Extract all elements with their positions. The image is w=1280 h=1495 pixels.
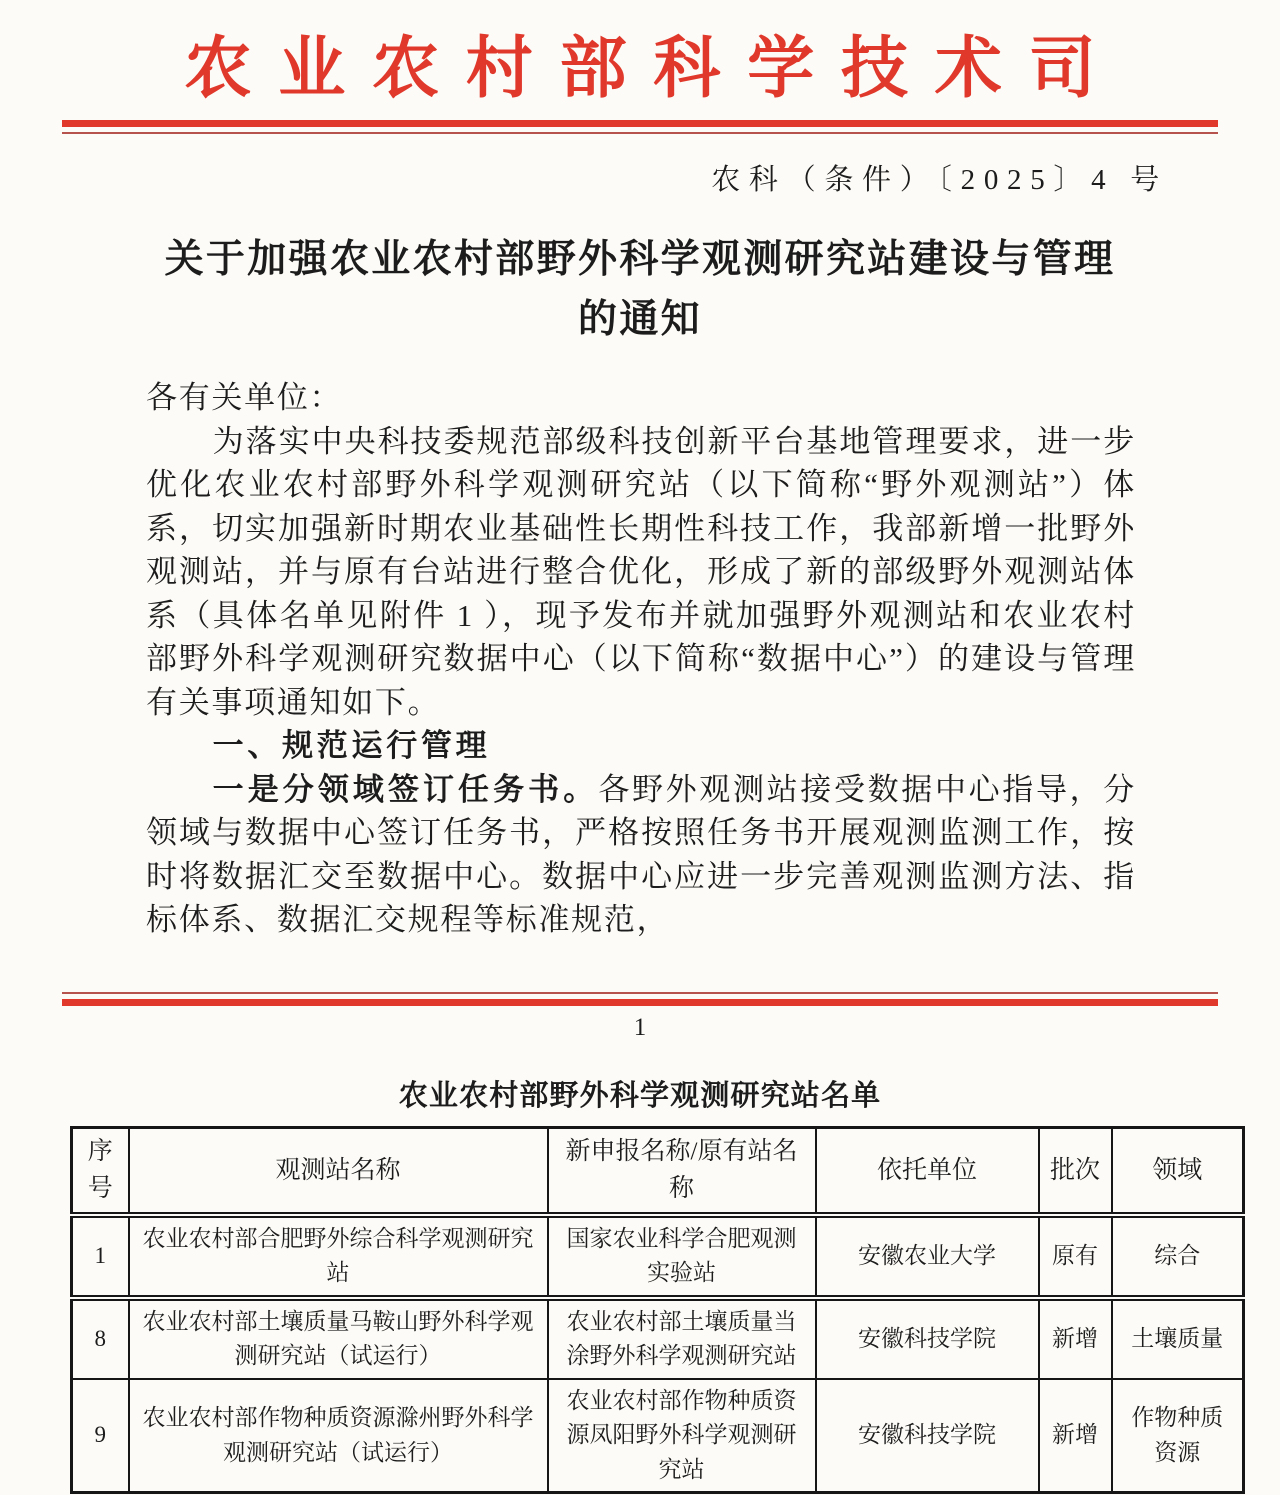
table-column-header: 领域	[1112, 1127, 1244, 1215]
table-cell-batch: 新增	[1039, 1379, 1112, 1493]
table-cell-seq: 9	[72, 1379, 129, 1493]
notice-body	[146, 376, 1136, 942]
table-cell-new_or_original: 农业农村部作物种质资源凤阳野外科学观测研究站	[548, 1379, 816, 1493]
attachment-table-title: 农业农村部野外科学观测研究站名单	[398, 1079, 882, 1112]
table-cell-station: 农业农村部合肥野外综合科学观测研究站	[129, 1215, 548, 1298]
station-table-header-row	[72, 1127, 1244, 1215]
station-table-body	[72, 1215, 1244, 1493]
paragraph-2-text: 各野外观测站接受数据中心指导，分领域与数据中心签订任务书，严格按照任务书开展观测监测工作，按时将数据汇交至数据中心。数据中心应进一步完善观测监测方法、指标体系、数据汇交规程等标准规范，	[146, 771, 1136, 938]
table-row	[72, 1215, 1244, 1298]
table-column-header: 批次	[1039, 1127, 1112, 1215]
table-cell-station: 农业农村部土壤质量马鞍山野外科学观测研究站（试运行）	[129, 1298, 548, 1379]
paragraph-1: 为落实中央科技委规范部级科技创新平台基地管理要求，进一步优化农业农村部野外科学观测研究站（以下简称“野外观测站”）体系，切实加强新时期农业基础性长期性科技工作，我部新增一批野外观测站，并与原有台站进行整合优化，形成了新的部级野外观测站体系（具体名单见附件 1 ），现予发布并就加强野外观测站和农业农村部野外科学观测研究数据中心（以下简称“数据中心”）的建设与管理有关事项通知如下。	[146, 423, 1136, 720]
table-cell-field: 综合	[1112, 1215, 1244, 1298]
table-cell-institution: 安徽农业大学	[816, 1215, 1039, 1298]
notice-title	[90, 230, 1190, 350]
table-cell-batch: 原有	[1039, 1215, 1112, 1298]
section-heading-1: 一、规范运行管理	[212, 728, 491, 764]
paragraph-2-lead: 一是分领域签订任务书。	[212, 771, 599, 807]
document-number: 农科（条件）〔2025〕4 号	[711, 164, 1168, 197]
table-cell-field: 作物种质资源	[1112, 1379, 1244, 1493]
table-cell-new_or_original: 农业农村部土壤质量当涂野外科学观测研究站	[548, 1298, 816, 1379]
paragraph-2	[146, 768, 1136, 942]
red-rule-thin	[62, 992, 1218, 994]
table-column-header: 依托单位	[816, 1127, 1039, 1215]
table-row	[72, 1298, 1244, 1379]
footer-rule	[62, 992, 1218, 1006]
table-cell-batch: 新增	[1039, 1298, 1112, 1379]
table-column-header: 序号	[72, 1127, 129, 1215]
letterhead-rule	[62, 120, 1218, 134]
red-rule-thick	[62, 999, 1218, 1006]
table-cell-field: 土壤质量	[1112, 1298, 1244, 1379]
notice-title-line1: 关于加强农业农村部野外科学观测研究站建设与管理	[164, 238, 1116, 282]
salutation: 各有关单位：	[146, 380, 343, 416]
red-rule-thin	[62, 132, 1218, 134]
station-table	[70, 1126, 1245, 1495]
red-rule-thick	[62, 120, 1218, 127]
table-cell-institution: 安徽科技学院	[816, 1298, 1039, 1379]
table-row	[72, 1379, 1244, 1493]
notice-title-line2: 的通知	[577, 298, 703, 342]
page-number: 1	[633, 1013, 647, 1041]
table-cell-station: 农业农村部作物种质资源滁州野外科学观测研究站（试运行）	[129, 1379, 548, 1493]
letterhead-org-title: 农业农村部科学技术司	[184, 32, 1123, 106]
table-cell-new_or_original: 国家农业科学合肥观测实验站	[548, 1215, 816, 1298]
table-cell-institution: 安徽科技学院	[816, 1379, 1039, 1493]
table-column-header: 新申报名称/原有站名称	[548, 1127, 816, 1215]
table-cell-seq: 1	[72, 1215, 129, 1298]
table-cell-seq: 8	[72, 1298, 129, 1379]
table-column-header: 观测站名称	[129, 1127, 548, 1215]
